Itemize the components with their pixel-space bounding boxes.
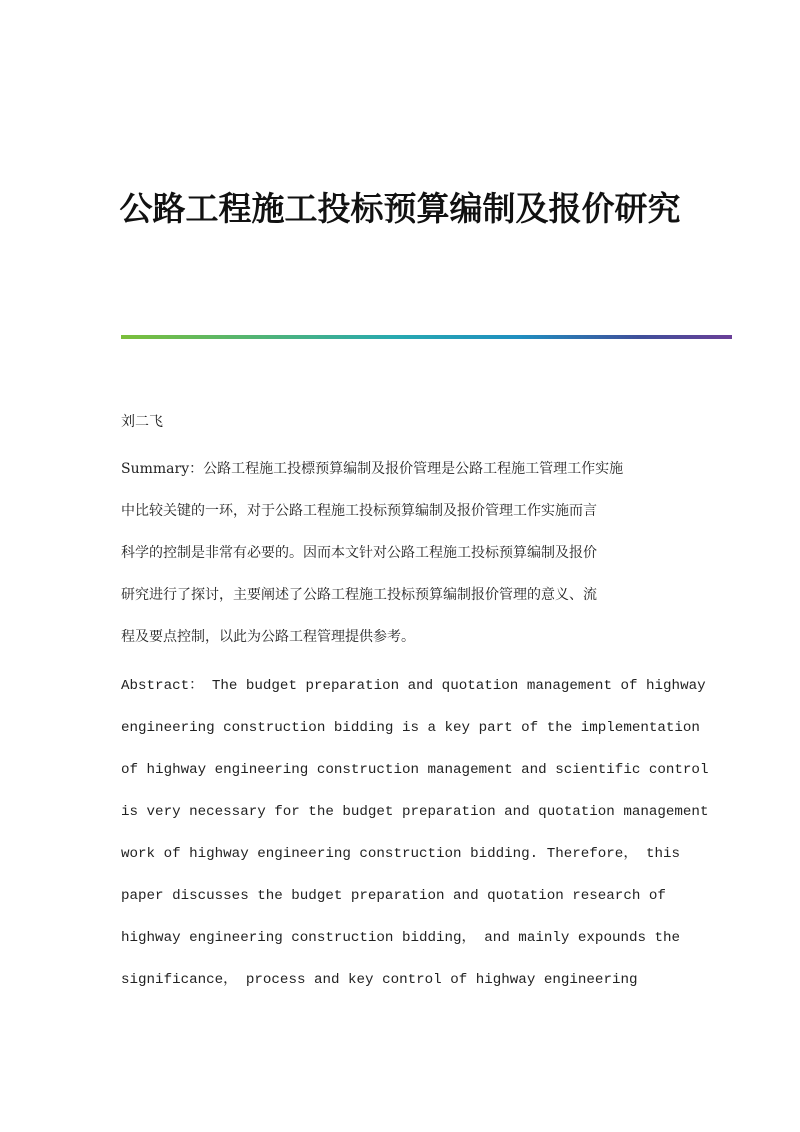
summary-line: 程及要点控制，以此为公路工程管理提供参考。 [121, 629, 415, 645]
abstract-line: is very necessary for the budget preparation and quotation management [121, 804, 709, 820]
abstract-line: work of highway engineering construction bidding. Therefore， this [121, 846, 681, 862]
abstract-line: paper discusses the budget preparation and quotation research of [121, 888, 666, 904]
summary-line: 中比较关键的一环，对于公路工程施工投标预算编制及报价管理工作实施而言 [121, 503, 597, 519]
summary-line: 研究进行了探讨，主要阐述了公路工程施工投标预算编制报价管理的意义、流 [121, 587, 597, 603]
summary-line: Summary：公路工程施工投標预算编制及报价管理是公路工程施工管理工作实施 [121, 461, 624, 477]
author-name: 刘二飞 [121, 414, 163, 430]
summary-line: 科学的控制是非常有必要的。因而本文针对公路工程施工投标预算编制及报价 [121, 545, 597, 561]
abstract-line: engineering construction bidding is a key part of the implementation [121, 720, 700, 736]
paper-title: 公路工程施工投标预算编制及报价研究 [119, 189, 681, 228]
abstract-paragraph [121, 676, 709, 1012]
title-divider [121, 335, 732, 339]
abstract-line: Abstract： The budget preparation and quotation management of highway [121, 678, 706, 694]
abstract-line: highway engineering construction bidding， and mainly expounds the [121, 930, 681, 946]
abstract-line: significance， process and key control of highway engineering [121, 972, 638, 988]
summary-paragraph [121, 459, 687, 669]
abstract-line: of highway engineering construction management and scientific control [121, 762, 709, 778]
